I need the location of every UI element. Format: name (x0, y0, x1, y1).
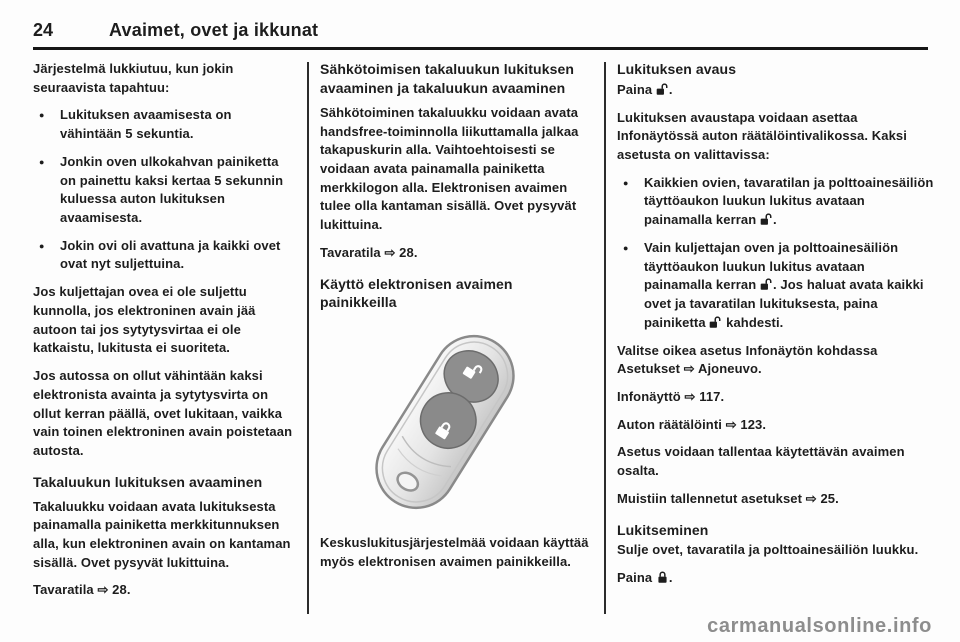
paragraph: Jos kuljettajan ovea ei ole suljettu kunnolla, jos elektroninen avain jää autoon tai jos sytytysvirtaa ei ole katkaistu, lukitusta ei suoriteta. (33, 284, 256, 356)
unlock-icon (656, 83, 669, 96)
list-item-text: kahdesti. (722, 314, 784, 330)
list-item-text: Lukituksen avaamisesta on vähintään 5 sekuntia. (60, 107, 232, 142)
instruction-text: Paina (617, 81, 656, 97)
instruction-text: Paina (617, 570, 656, 586)
list-item (33, 237, 295, 274)
column-2 (320, 60, 592, 616)
paragraph: Järjestelmä lukkiutuu, kun jokin seuraavista tapahtuu: (33, 61, 234, 95)
paragraph: Sähkötoiminen takaluukku voidaan avata handsfree-toiminnolla liikuttamalla jalkaa takapuskurin alla. Vaihtoehtoisesti se voidaan avata painamalla painiketta merkkilogon alla. Elektronisen avaimen tulee olla kantaman sisällä. Ovet pysyvät lukittuina. (320, 104, 579, 233)
paragraph: Lukituksen avaustapa voidaan asettaa Infonäytössä auton räätälöintivalikossa. Kaksi asetusta on valittavissa: (617, 109, 907, 163)
text-columns (0, 50, 960, 616)
instruction-text: . (668, 81, 673, 97)
list-item-text: Jokin ovi oli avattuna ja kaikki ovet ovat nyt suljettuina. (60, 237, 281, 272)
bullet-list (33, 106, 295, 274)
paragraph: Takaluukku voidaan avata lukituksesta painamalla painiketta merkkitunnuksen alla, kun elektroninen avain on kantaman sisällä. Ovet pysyvät lukittuina. (33, 498, 291, 570)
list-item-text: Vain kuljettajan oven ja polttoainesäiliön täyttöaukon luukun lukitus avataan painamalla kerran (644, 239, 899, 293)
page-number: 24 (33, 20, 54, 40)
cross-reference: Tavaratila ⇨ 28. (33, 582, 131, 598)
section-heading: Sähkötoimisen takaluukun lukituksen avaaminen ja takaluukun avaaminen (320, 61, 575, 96)
cross-reference: Auton räätälöinti ⇨ 123. (617, 416, 767, 432)
list-item (33, 106, 295, 143)
paragraph: Keskuslukitusjärjestelmää voidaan käyttää myös elektronisen avaimen painikkeilla. (320, 535, 589, 570)
column-divider (307, 62, 309, 614)
cross-reference: Infonäyttö ⇨ 117. (617, 388, 725, 404)
list-item (33, 153, 295, 228)
cross-reference: Tavaratila ⇨ 28. (320, 244, 418, 260)
list-item (617, 239, 934, 333)
cross-reference: Muistiin tallennetut asetukset ⇨ 25. (617, 490, 839, 506)
list-item-text: Kaikkien ovien, tavaratilan ja polttoainesäiliön täyttöaukon luukun lukitus avataan painamalla kerran (644, 174, 934, 228)
press-instruction (617, 569, 934, 588)
instruction-text: . (668, 570, 673, 586)
bullet-list (617, 174, 934, 333)
key-fob-image (320, 318, 570, 526)
paragraph: Sulje ovet, tavaratila ja polttoainesäiliön luukku. (617, 542, 919, 558)
list-item-text: . (772, 212, 777, 228)
section-heading: Käyttö elektronisen avaimen painikkeilla (320, 275, 513, 311)
paragraph: Jos autossa on ollut vähintään kaksi elektronista avainta ja sytytysvirta on ollut kerran päällä, ovet lukitaan, vaikka vain toinen elektroninen avain poistetaan autosta. (33, 368, 293, 458)
list-item (617, 174, 934, 230)
section-heading: Lukitseminen (617, 521, 709, 538)
section-heading: Takaluukun lukituksen avaaminen (33, 473, 263, 490)
list-item-text: . Jos haluat avata kaikki ovet ja tavaratilan lukituksesta, paina painiketta (644, 277, 924, 330)
lock-icon (656, 571, 669, 584)
section-heading: Lukituksen avaus (617, 61, 737, 77)
unlock-icon (760, 213, 773, 226)
column-3 (617, 60, 934, 616)
unlock-icon (709, 316, 722, 329)
unlock-icon (760, 278, 773, 291)
paragraph: Asetus voidaan tallentaa käytettävän avaimen osalta. (617, 444, 905, 479)
press-instruction (617, 81, 934, 100)
key-fob-figure (320, 318, 592, 526)
chapter-title: Avaimet, ovet ja ikkunat (109, 20, 319, 40)
page-header (0, 0, 960, 41)
column-1 (33, 60, 295, 616)
list-item-text: Jonkin oven ulkokahvan painiketta on painettu kaksi kertaa 5 sekunnin kuluessa auton lukituksen avaamisesta. (60, 153, 284, 226)
watermark: carmanualsonline.info (707, 615, 932, 637)
paragraph: Valitse oikea asetus Infonäytön kohdassa Asetukset ⇨ Ajoneuvo. (617, 342, 878, 377)
column-divider (604, 62, 606, 614)
